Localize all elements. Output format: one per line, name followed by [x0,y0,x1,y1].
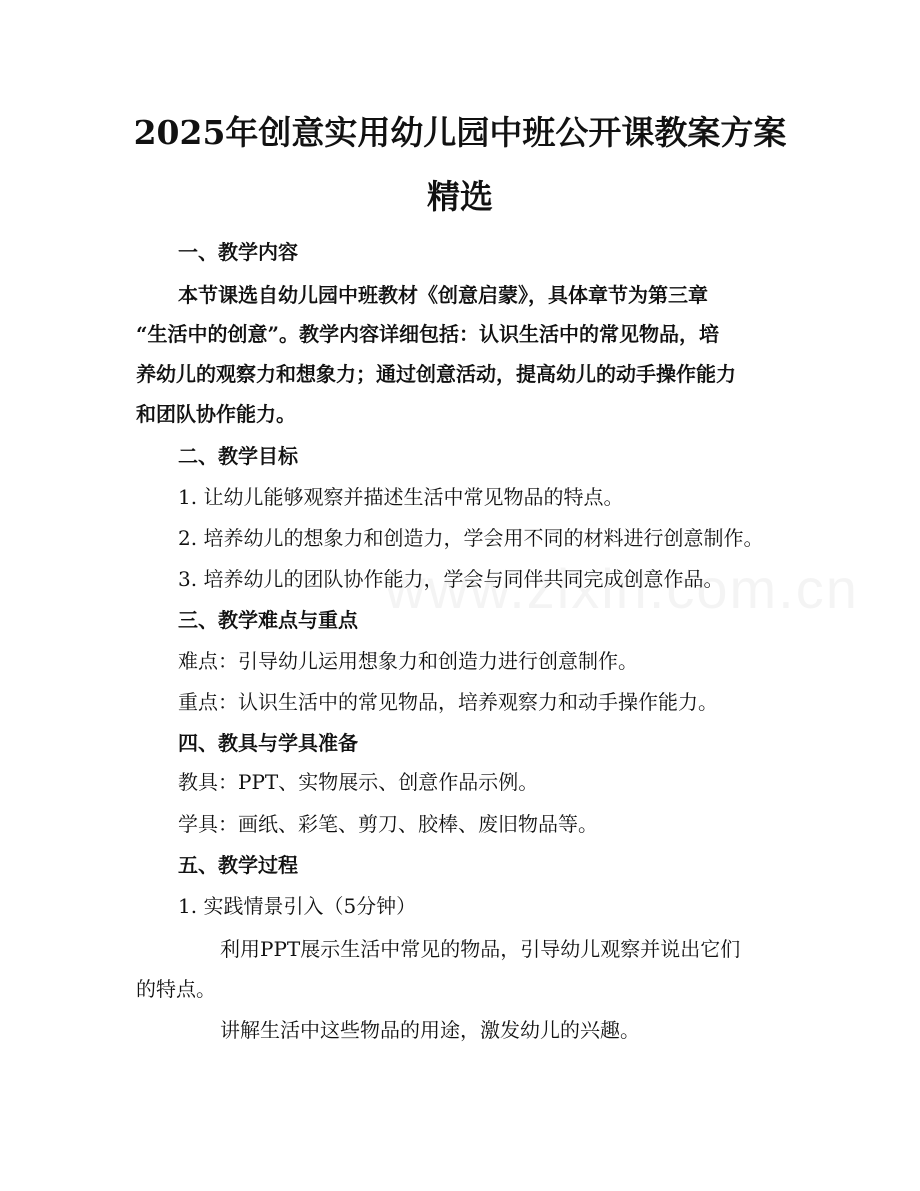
document-title-line-2: 精选 [427,177,493,216]
section-heading-teaching-goals: 二、教学目标 [178,444,298,468]
paragraph-line: 利用PPT展示生活中常见的物品，引导幼儿观察并说出它们 [220,937,741,961]
paragraph-line: 和团队协作能力。 [136,402,296,426]
list-item: 2. 培养幼儿的想象力和创造力，学会用不同的材料进行创意制作。 [178,526,764,550]
paragraph-line: 本节课选自幼儿园中班教材《创意启蒙》，具体章节为第三章 [178,283,708,307]
list-item: 3. 培养幼儿的团队协作能力，学会与同伴共同完成创意作品。 [178,567,724,591]
paragraph-line: “生活中的创意”。教学内容详细包括：认识生活中的常见物品，培 [136,322,720,346]
list-item: 难点：引导幼儿运用想象力和创造力进行创意制作。 [178,649,638,673]
section-heading-difficulties: 三、教学难点与重点 [178,608,358,632]
section-heading-process: 五、教学过程 [178,853,298,877]
list-item: 1. 实践情景引入（5分钟） [178,894,417,918]
list-item: 1. 让幼儿能够观察并描述生活中常见物品的特点。 [178,485,624,509]
list-item: 重点：认识生活中的常见物品，培养观察力和动手操作能力。 [178,690,718,714]
section-heading-teaching-content: 一、教学内容 [178,240,298,264]
paragraph-line: 的特点。 [136,977,216,1001]
section-heading-materials: 四、教具与学具准备 [178,731,358,755]
paragraph-line: 讲解生活中这些物品的用途，激发幼儿的兴趣。 [220,1018,640,1042]
list-item: 教具：PPT、实物展示、创意作品示例。 [178,770,539,794]
document-title-line-1: 2025年创意实用幼儿园中班公开课教案方案 [133,113,787,152]
paragraph-line: 养幼儿的观察力和想象力；通过创意活动，提高幼儿的动手操作能力 [136,362,736,386]
list-item: 学具：画纸、彩笔、剪刀、胶棒、废旧物品等。 [178,812,598,836]
